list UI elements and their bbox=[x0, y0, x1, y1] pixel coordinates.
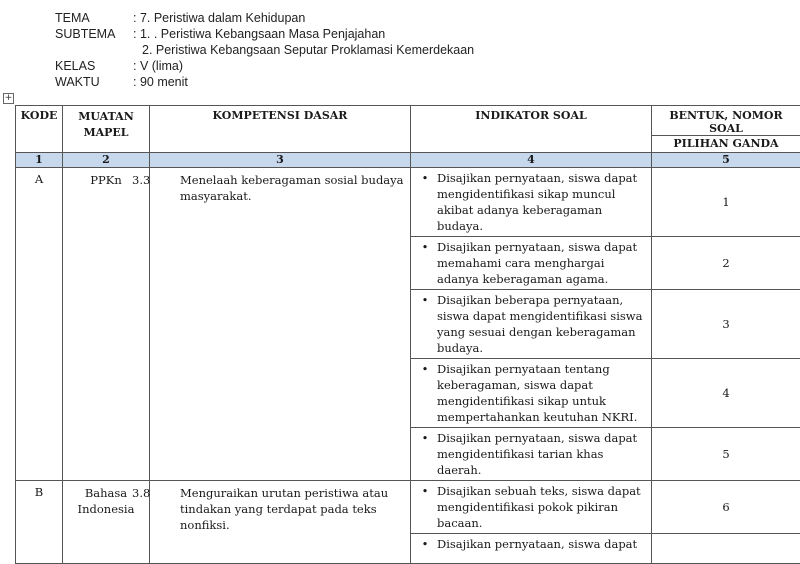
document-meta bbox=[55, 11, 555, 91]
col-number-1: 1 bbox=[16, 153, 63, 168]
indicator-cell bbox=[411, 534, 652, 564]
bullet-icon: • bbox=[415, 361, 435, 377]
col-pilihan-header: PILIHAN GANDA bbox=[652, 136, 800, 153]
col-indikator-header: INDIKATOR SOAL bbox=[411, 106, 652, 153]
indicator-text: Disajikan pernyataan, siswa dapat bbox=[437, 536, 647, 552]
kd-text: Menelaah keberagaman sosial budaya masyarakat. bbox=[180, 173, 404, 203]
indicator-cell bbox=[411, 237, 652, 290]
indicator-text: Disajikan sebuah teks, siswa dapat mengidentifikasi pokok pikiran bacaan. bbox=[437, 483, 647, 531]
bullet-icon: • bbox=[415, 430, 435, 446]
nomor-soal: 2 bbox=[652, 237, 800, 290]
indicator-text: Disajikan beberapa pernyataan, siswa dapat mengidentifikasi siswa yang sesuai dengan keberagaman budaya. bbox=[437, 292, 647, 356]
subtema-value-2: 2. Peristiwa Kebangsaan Seputar Proklamasi Kemerdekaan bbox=[142, 43, 474, 57]
nomor-soal: 1 bbox=[652, 168, 800, 237]
nomor-soal bbox=[652, 534, 800, 564]
col-kd-header: KOMPETENSI DASAR bbox=[150, 106, 411, 153]
tema-label: TEMA bbox=[55, 11, 90, 25]
indicator-cell bbox=[411, 359, 652, 428]
bullet-icon: • bbox=[415, 170, 435, 186]
bullet-icon: • bbox=[415, 483, 435, 499]
kisi-kisi-table bbox=[15, 105, 800, 564]
nomor-soal: 6 bbox=[652, 481, 800, 534]
indicator-cell bbox=[411, 290, 652, 359]
kd-text-block bbox=[156, 172, 406, 204]
tema-value: : 7. Peristiwa dalam Kehidupan bbox=[133, 11, 305, 25]
col-muatan-line1: MUATAN bbox=[78, 110, 134, 123]
waktu-value: : 90 menit bbox=[133, 75, 188, 89]
kompetensi-dasar bbox=[150, 481, 411, 564]
indicator-cell bbox=[411, 428, 652, 481]
section-code: A bbox=[16, 168, 63, 481]
mapel-line2: Indonesia bbox=[78, 502, 135, 516]
indicator-cell bbox=[411, 168, 652, 237]
nomor-soal: 3 bbox=[652, 290, 800, 359]
table-row bbox=[16, 481, 800, 534]
indicator-cell bbox=[411, 481, 652, 534]
col-bentuk-header: BENTUK, NOMOR SOAL bbox=[652, 106, 800, 136]
kelas-value: : V (lima) bbox=[133, 59, 183, 73]
bullet-icon: • bbox=[415, 536, 435, 552]
table-header-row bbox=[16, 106, 800, 136]
col-muatan-line2: MAPEL bbox=[83, 126, 128, 139]
indicator-text: Disajikan pernyataan, siswa dapat mengidentifikasi sikap muncul akibat adanya keberagaman budaya. bbox=[437, 170, 647, 234]
col-number-2: 2 bbox=[63, 153, 150, 168]
col-number-4: 4 bbox=[411, 153, 652, 168]
kd-text-block bbox=[156, 485, 406, 533]
kelas-label: KELAS bbox=[55, 59, 95, 73]
section-code: B bbox=[16, 481, 63, 564]
kd-number: 3.8 bbox=[156, 485, 180, 501]
column-number-row bbox=[16, 153, 800, 168]
table-row bbox=[16, 168, 800, 237]
kd-text: Menguraikan urutan peristiwa atau tindakan yang terdapat pada teks nonfiksi. bbox=[180, 486, 388, 532]
nomor-soal: 5 bbox=[652, 428, 800, 481]
indicator-text: Disajikan pernyataan tentang keberagaman, siswa dapat mengidentifikasi sikap untuk mempertahankan keutuhan NKRI. bbox=[437, 361, 647, 425]
waktu-label: WAKTU bbox=[55, 75, 100, 89]
col-number-3: 3 bbox=[150, 153, 411, 168]
bullet-icon: • bbox=[415, 292, 435, 308]
indicator-text: Disajikan pernyataan, siswa dapat memahami cara menghargai adanya keberagaman agama. bbox=[437, 239, 647, 287]
subtema-value-1: : 1. . Peristiwa Kebangsaan Masa Penjajahan bbox=[133, 27, 385, 41]
col-kode-header: KODE bbox=[16, 106, 63, 153]
subtema-label: SUBTEMA bbox=[55, 27, 115, 41]
col-number-5: 5 bbox=[652, 153, 800, 168]
section-mapel: PPKn bbox=[63, 168, 150, 481]
kd-number: 3.3 bbox=[156, 172, 180, 188]
mapel-line1: Bahasa bbox=[85, 486, 127, 500]
bullet-icon: • bbox=[415, 239, 435, 255]
move-handle-icon[interactable]: + bbox=[3, 93, 14, 104]
indicator-text: Disajikan pernyataan, siswa dapat mengidentifikasi tarian khas daerah. bbox=[437, 430, 647, 478]
kompetensi-dasar bbox=[150, 168, 411, 481]
col-muatan-header bbox=[63, 106, 150, 153]
nomor-soal: 4 bbox=[652, 359, 800, 428]
